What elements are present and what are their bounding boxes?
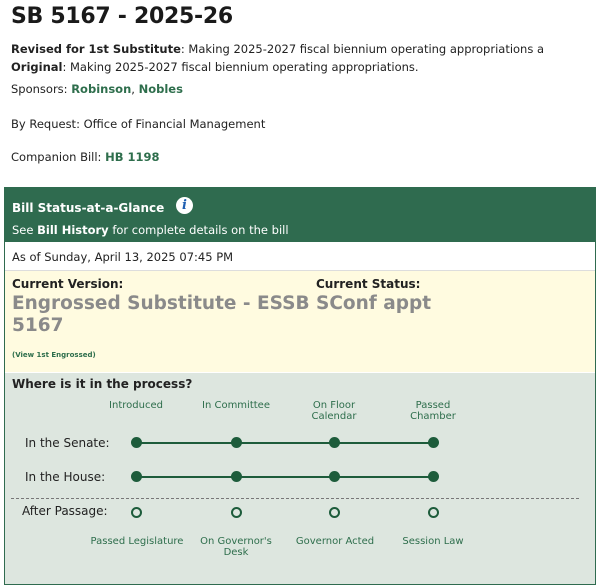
view-engrossed-link[interactable]: (View 1st Engrossed)	[12, 351, 96, 359]
as-of-row	[5, 242, 595, 271]
companion-bill-link[interactable]: HB 1198	[105, 150, 160, 164]
stage-label-governors-desk: On Governor's Desk	[200, 536, 272, 558]
companion-bill-line	[11, 150, 160, 164]
after-passage-divider	[11, 498, 579, 499]
row-label-house: In the House:	[25, 470, 106, 484]
stage-label-passed-chamber: Passed Chamber	[410, 400, 456, 422]
bill-status-panel	[4, 187, 596, 585]
stage-label-passed-legislature: Passed Legislature	[90, 536, 184, 547]
bill-history-line: See Bill History for complete details on the bill	[12, 223, 289, 237]
stage-label-session-law: Session Law	[402, 536, 464, 547]
house-stage-introduced-marker	[131, 471, 142, 482]
house-stage-committee-marker	[231, 471, 242, 482]
status-panel-header	[5, 188, 595, 242]
companion-label: Companion Bill:	[11, 150, 106, 164]
original-text: : Making 2025-2027 fiscal biennium operating appropriations.	[62, 60, 419, 74]
current-version-section	[5, 271, 595, 372]
house-progress-track	[138, 476, 434, 478]
senate-stage-committee-marker	[231, 437, 242, 448]
current-version-value: Engrossed Substitute - ESSB 5167	[12, 293, 310, 336]
stage-label-on-floor-calendar: On Floor Calendar	[311, 400, 357, 422]
stage-label-in-committee: In Committee	[202, 400, 270, 411]
row-label-after-passage: After Passage:	[22, 504, 108, 518]
revised-text: : Making 2025-2027 fiscal biennium operating appropriations a	[180, 42, 545, 56]
as-of-text: As of Sunday, April 13, 2025 07:45 PM	[12, 250, 234, 264]
house-stage-passed-marker	[428, 471, 439, 482]
stage-label-introduced: Introduced	[109, 400, 163, 411]
senate-progress-track	[138, 442, 434, 444]
current-version-label: Current Version:	[12, 277, 124, 291]
after-passage-governor-acted-marker	[329, 507, 340, 518]
sponsor-separator: ,	[131, 82, 139, 96]
senate-stage-floor-marker	[329, 437, 340, 448]
sponsor-link-robinson[interactable]: Robinson	[71, 82, 132, 96]
senate-stage-passed-marker	[428, 437, 439, 448]
info-icon[interactable]: i	[176, 197, 193, 214]
house-stage-floor-marker	[329, 471, 340, 482]
page-title: SB 5167 - 2025-26	[11, 4, 233, 29]
revised-label: Revised for 1st Substitute	[11, 42, 181, 56]
after-passage-session-law-marker	[428, 507, 439, 518]
by-request-line: By Request: Office of Financial Management	[11, 117, 266, 131]
sponsor-link-nobles[interactable]: Nobles	[138, 82, 183, 96]
original-label: Original	[11, 60, 63, 74]
after-passage-legislature-marker	[131, 507, 142, 518]
senate-stage-introduced-marker	[131, 437, 142, 448]
sponsors-label: Sponsors:	[11, 82, 72, 96]
stage-label-governor-acted: Governor Acted	[295, 536, 375, 547]
original-description	[11, 60, 419, 74]
current-status-value: SConf appt	[316, 293, 432, 314]
current-status-label: Current Status:	[316, 277, 421, 291]
sponsors-line	[11, 82, 183, 96]
revised-description	[11, 42, 544, 56]
process-heading: Where is it in the process?	[12, 377, 193, 391]
bill-history-link[interactable]: Bill History	[37, 223, 109, 237]
after-passage-governor-desk-marker	[231, 507, 242, 518]
row-label-senate: In the Senate:	[25, 436, 110, 450]
status-panel-heading: Bill Status-at-a-Glance	[12, 201, 165, 215]
process-section	[5, 373, 595, 584]
